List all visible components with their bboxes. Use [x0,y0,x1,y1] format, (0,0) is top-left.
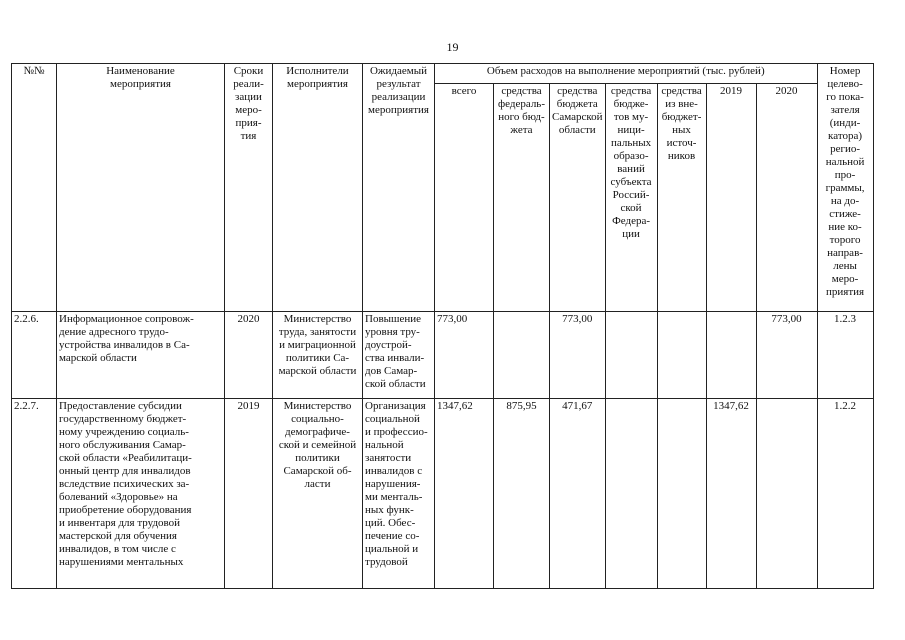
row-2019 [706,312,756,399]
row-regional: 471,67 [550,399,606,589]
row-2020 [756,399,817,589]
row-name: Информационное сопровож- дение адресного трудо- устройства инвалидов в Са- марской области [57,312,225,399]
header-total: всего [435,84,494,312]
row-2020: 773,00 [756,312,817,399]
header-executors: Исполнители мероприятия [273,64,363,312]
row-indicator: 1.2.2 [817,399,873,589]
row-result: Повышение уровня тру- доустрой- ства инвали- дов Самар- ской области [363,312,435,399]
row-regional: 773,00 [550,312,606,399]
row-indicator: 1.2.3 [817,312,873,399]
header-terms: Сроки реали- зации меро- прия- тия [225,64,273,312]
row-municipal [605,312,657,399]
header-row-1 [12,64,874,84]
row-total: 1347,62 [435,399,494,589]
header-municipal: средства бюдже- тов му- ници- пальных образо- ваний субъекта Россий- ской Федера- ции [605,84,657,312]
row-name: Предоставление субсидии государственному бюджет- ному учреждению социаль- ного обслуживания Самар- ской области «Реабилитаци- онный центр для инвалидов вследствие психических за- болеваний «Здоровье» на приобретение оборудования и инвентаря для трудовой мастерской для обучения инвалидов, в том числе с нарушениями ментальных [57,399,225,589]
row-terms: 2020 [225,312,273,399]
header-name: Наименование мероприятия [57,64,225,312]
header-federal: средства федераль- ного бюд- жета [494,84,550,312]
header-offbudget: средства из вне- бюджет- ных источ- ников [657,84,706,312]
page-number: 19 [446,40,459,54]
row-executors: Министерство социально- демографиче- ской и семейной политики Самарской об- ласти [273,399,363,589]
table-row [12,399,874,589]
header-expenses-group: Объем расходов на выполнение мероприятий (тыс. рублей) [435,64,818,84]
table-row [12,312,874,399]
header-2019: 2019 [706,84,756,312]
row-federal [494,312,550,399]
header-num: №№ [12,64,57,312]
row-federal: 875,95 [494,399,550,589]
row-offbudget [657,399,706,589]
row-terms: 2019 [225,399,273,589]
row-total: 773,00 [435,312,494,399]
header-result: Ожидаемый результат реализации мероприятия [363,64,435,312]
row-offbudget [657,312,706,399]
measures-table [11,63,874,589]
header-2020: 2020 [756,84,817,312]
row-num: 2.2.6. [12,312,57,399]
row-2019: 1347,62 [706,399,756,589]
row-result: Организация социальной и профессио- нальной занятости инвалидов с нарушения- ми менталь- ных функ- ций. Обес- печение со- циальной и трудовой [363,399,435,589]
row-num: 2.2.7. [12,399,57,589]
header-regional: средства бюджета Самарской области [550,84,606,312]
row-executors: Министерство труда, занятости и миграционной политики Са- марской области [273,312,363,399]
header-indicator: Номер целево- го пока- зателя (инди- катора) регио- нальной про- граммы, на до- стиже- ние ко- торого направ- лены меро- приятия [817,64,873,312]
row-municipal [605,399,657,589]
